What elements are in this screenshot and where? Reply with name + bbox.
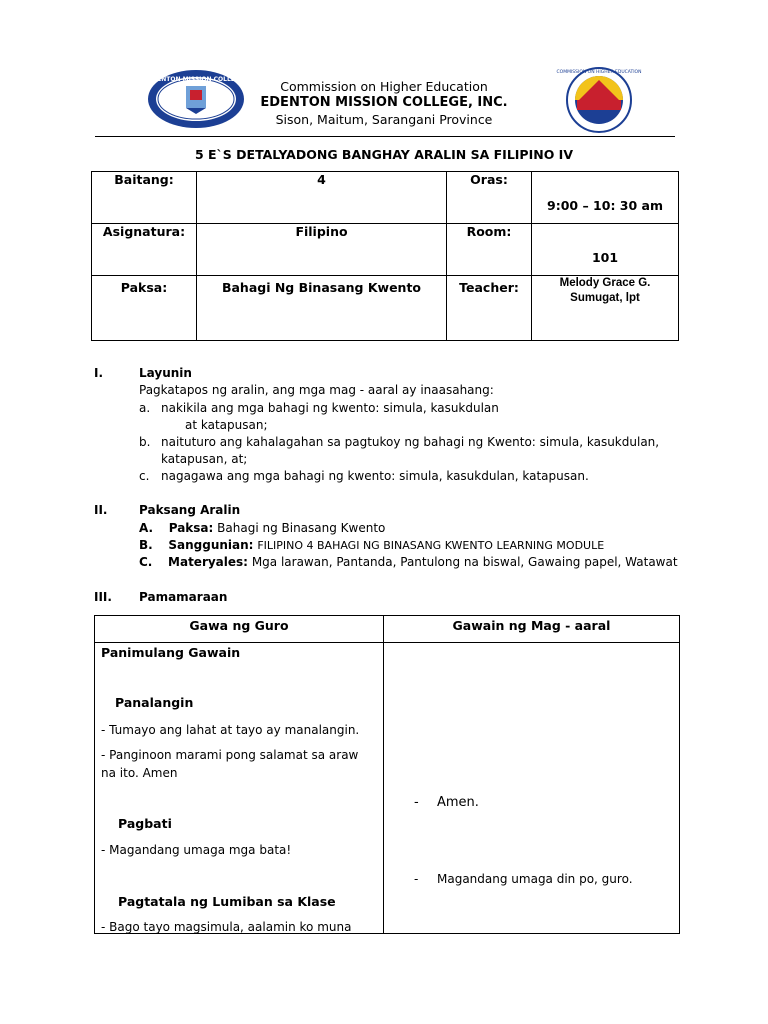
section2-item-b-text: FILIPINO 4 BAHAGI NG BINASANG KWENTO LEARNING MODULE [257, 539, 605, 552]
label-baitang: Baitang: [114, 172, 174, 187]
section1-item-a-letter: a. [139, 401, 151, 415]
section2-item-b [139, 538, 604, 552]
value-paksa: Bahagi Ng Binasang Kwento [221, 280, 422, 295]
text-magandang-umaga: - Magandang umaga mga bata! [101, 843, 292, 857]
table-row [92, 224, 679, 276]
header-address: Sison, Maitum, Sarangani Province [275, 112, 493, 127]
section2-item-a-letter: A. [139, 521, 154, 535]
section1-item-b-cont: katapusan, at; [161, 452, 248, 466]
response-amen: Amen. [437, 795, 479, 810]
header-commission: Commission on Higher Education [280, 79, 488, 94]
text-panginoon-cont: na ito. Amen [101, 766, 178, 780]
section1-item-c-letter: c. [139, 469, 150, 483]
value-baitang: 4 [317, 172, 326, 187]
procedure-table [94, 615, 680, 934]
heading-panalangin: Panalangin [115, 695, 194, 710]
heading-pagbati: Pagbati [118, 816, 172, 831]
value-room: 101 [591, 250, 619, 265]
section2-item-c-text: Mga larawan, Pantanda, Pantulong na biswal, Gawaing papel, Watawat [251, 555, 678, 569]
header-college-name: EDENTON MISSION COLLEGE, INC. [260, 95, 508, 110]
header-divider [95, 136, 675, 137]
label-paksa: Paksa: [120, 280, 168, 295]
response-amen-dash: - [414, 795, 419, 810]
section1-intro: Pagkatapos ng aralin, ang mga mag - aaral ay inaasahang: [139, 383, 494, 397]
section1-item-b-letter: b. [139, 435, 151, 449]
label-asignatura: Asignatura: [102, 224, 186, 239]
table-row [92, 276, 679, 341]
value-teacher-line2: Sumugat, lpt [570, 292, 640, 304]
svg-text:EDENTON MISSION COLLEGE: EDENTON MISSION COLLEGE [148, 76, 244, 83]
section2-item-a-text: Bahagi ng Binasang Kwento [217, 521, 386, 535]
text-panginoon: - Panginoon marami pong salamat sa araw [101, 748, 359, 762]
section2-item-b-letter: B. [139, 538, 153, 552]
section2-heading: Paksang Aralin [139, 503, 241, 517]
response-greeting-dash: - [414, 872, 419, 886]
svg-text:COMMISSION ON HIGHER EDUCATION: COMMISSION ON HIGHER EDUCATION [556, 70, 642, 75]
section2-item-b-label: Sanggunian: [168, 538, 254, 552]
procedure-col-student: Gawain ng Mag - aaral [452, 618, 611, 633]
value-teacher-line1: Melody Grace G. [559, 277, 651, 289]
section2-item-a-label: Paksa: [168, 521, 214, 535]
value-asignatura: Filipino [295, 224, 348, 239]
label-oras: Oras: [470, 172, 508, 187]
section2-item-c-label: Materyales: [168, 555, 248, 569]
response-greeting: Magandang umaga din po, guro. [437, 872, 633, 886]
section1-heading: Layunin [139, 366, 192, 380]
info-table [91, 171, 679, 341]
text-tumayo: - Tumayo ang lahat at tayo ay manalangin. [101, 723, 360, 737]
label-room: Room: [466, 224, 512, 239]
heading-panimulang-gawain: Panimulang Gawain [101, 645, 241, 660]
value-oras: 9:00 – 10: 30 am [547, 198, 663, 213]
section1-item-c: nagagawa ang mga bahagi ng kwento: simula, kasukdulan, katapusan. [161, 469, 589, 483]
page-title: 5 E`S DETALYADONG BANGHAY ARALIN SA FILIPINO IV [194, 147, 574, 162]
text-bago-tayo: - Bago tayo magsimula, aalamin ko muna [101, 920, 352, 934]
label-teacher: Teacher: [459, 280, 519, 295]
section1-item-a-cont: at katapusan; [185, 418, 268, 432]
table-row [95, 616, 680, 643]
table-row [95, 643, 680, 934]
section1-item-b: naituturo ang kahalagahan sa pagtukoy ng bahagi ng Kwento: simula, kasukdulan, [161, 435, 660, 449]
section2-item-c-letter: C. [139, 555, 153, 569]
section3-heading: Pamamaraan [139, 590, 228, 604]
section2-item-c [139, 555, 678, 569]
procedure-col-teacher: Gawa ng Guro [189, 618, 289, 633]
heading-pagtatala: Pagtatala ng Lumiban sa Klase [118, 894, 336, 909]
section3-number: III. [94, 590, 112, 604]
section2-item-a [139, 521, 385, 535]
section1-item-a: nakikila ang mga bahagi ng kwento: simula, kasukdulan [161, 401, 499, 415]
section1-number: I. [94, 366, 104, 380]
section2-number: II. [94, 503, 108, 517]
table-row [92, 172, 679, 224]
